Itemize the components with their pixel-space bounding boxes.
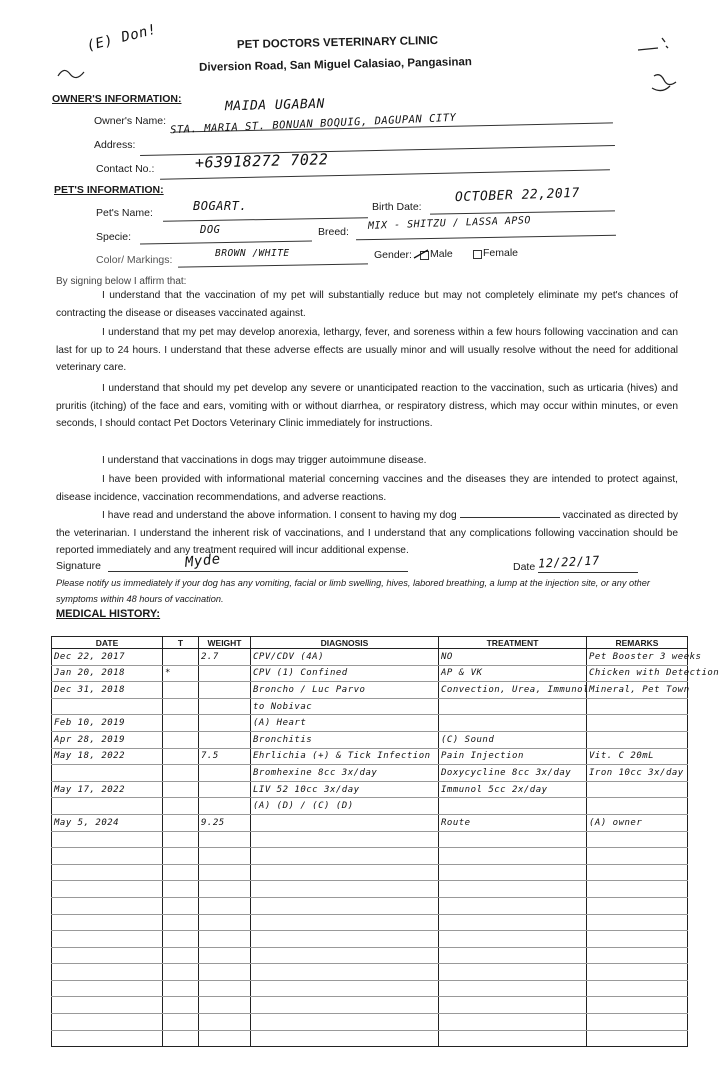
consent-paragraph-3: I understand that should my pet develop any severe or unanticipated reaction to the vaccination, such as urticaria (hives) and pruritis (itching) of the face and ears, vomiting with or without diarrhea, or respiratory distress, which may occur within minutes, or even seconds, I should contact Pet Doctors Veterinary Clinic immediately for instructions. — [56, 383, 678, 430]
cell-t — [163, 731, 199, 748]
cell-treatment — [439, 947, 587, 964]
table-row — [52, 864, 688, 881]
cell-date — [52, 914, 163, 931]
cell-weight — [199, 848, 251, 865]
gender-label: Gender: — [374, 249, 412, 261]
table-row — [52, 682, 688, 699]
signature-value: Myde — [184, 551, 222, 571]
cell-date — [52, 931, 163, 948]
cell-diagnosis — [251, 947, 439, 964]
cell-treatment: Immunol 5cc 2x/day — [439, 781, 587, 798]
cell-t — [163, 781, 199, 798]
cell-date — [52, 848, 163, 865]
birth-date-value: OCTOBER 22,2017 — [454, 185, 581, 206]
table-row — [52, 1014, 688, 1031]
cell-date — [52, 881, 163, 898]
table-row — [52, 931, 688, 948]
cell-treatment: Pain Injection — [439, 748, 587, 765]
cell-diagnosis — [251, 997, 439, 1014]
cell-remarks — [587, 698, 688, 715]
cell-date — [52, 964, 163, 981]
cell-weight — [199, 698, 251, 715]
cell-date: Dec 31, 2018 — [52, 682, 163, 699]
cell-remarks — [587, 731, 688, 748]
pet-name-value: BOGART. — [193, 199, 248, 213]
cell-treatment: Route — [439, 814, 587, 831]
table-row — [52, 665, 688, 682]
cell-diagnosis — [251, 964, 439, 981]
gender-female-checkbox[interactable] — [473, 250, 482, 259]
cell-t — [163, 698, 199, 715]
cell-t — [163, 1030, 199, 1047]
column-header-weight: WEIGHT — [199, 637, 251, 649]
clinic-address: Diversion Road, San Miguel Calasiao, Pangasinan — [198, 56, 473, 74]
cell-remarks — [587, 1014, 688, 1031]
cell-t — [163, 848, 199, 865]
table-row — [52, 914, 688, 931]
cell-treatment: AP & VK — [439, 665, 587, 682]
cell-t — [163, 864, 199, 881]
pet-name-line — [163, 217, 368, 222]
cell-t — [163, 980, 199, 997]
table-row — [52, 798, 688, 815]
cell-t — [163, 798, 199, 815]
table-row — [52, 848, 688, 865]
pet-section-title: PET'S INFORMATION: — [54, 184, 164, 196]
cell-date: Dec 22, 2017 — [52, 649, 163, 666]
cell-remarks — [587, 831, 688, 848]
cell-treatment: (C) Sound — [439, 731, 587, 748]
table-row — [52, 649, 688, 666]
cell-remarks: Mineral, Pet Town — [587, 682, 688, 699]
cell-weight — [199, 731, 251, 748]
consent-paragraph-6: I have read and understand the above information. I consent to having my dog vaccinated as directed by the veterinarian. I understand the inherent risk of vaccinations, and I understand that any complications following vaccination should be reported immediately and any treatment required will incur additional expense. — [56, 510, 678, 557]
cell-remarks: Pet Booster 3 weeks — [587, 649, 688, 666]
consent-paragraph-5: I have been provided with informational material concerning vaccines and the diseases they are intended to protect against, disease incidence, vaccination recommendations, and adverse reactions. — [56, 474, 678, 503]
cell-treatment — [439, 1014, 587, 1031]
cell-remarks — [587, 947, 688, 964]
cell-weight: 2.7 — [199, 649, 251, 666]
consent-paragraph-4: I understand that vaccinations in dogs may trigger autoimmune disease. — [102, 455, 427, 466]
cell-remarks — [587, 964, 688, 981]
cell-t: * — [163, 665, 199, 682]
cell-remarks — [587, 914, 688, 931]
date-label: Date — [513, 561, 536, 573]
cell-diagnosis: Broncho / Luc Parvo — [251, 682, 439, 699]
cell-diagnosis — [251, 864, 439, 881]
cell-date — [52, 947, 163, 964]
cell-weight — [199, 881, 251, 898]
table-row — [52, 814, 688, 831]
cell-date — [52, 1030, 163, 1047]
cell-date: Feb 10, 2019 — [52, 715, 163, 732]
address-value: STA. MARIA ST. BONUAN BOQUIG, DAGUPAN CITY — [169, 111, 457, 137]
dog-name-blank[interactable] — [460, 508, 560, 518]
cell-diagnosis: (A) Heart — [251, 715, 439, 732]
cell-t — [163, 748, 199, 765]
cell-date — [52, 1014, 163, 1031]
cell-weight: 7.5 — [199, 748, 251, 765]
cell-diagnosis: to Nobivac — [251, 698, 439, 715]
table-row — [52, 748, 688, 765]
breed-line — [356, 235, 616, 241]
cell-date — [52, 831, 163, 848]
cell-date: May 18, 2022 — [52, 748, 163, 765]
cell-diagnosis: CPV (1) Confined — [251, 665, 439, 682]
cell-remarks — [587, 848, 688, 865]
margin-scribble-icon — [632, 30, 682, 120]
contact-label: Contact No.: — [96, 163, 155, 175]
cell-t — [163, 914, 199, 931]
table-row — [52, 881, 688, 898]
cell-remarks: Vit. C 20mL — [587, 748, 688, 765]
cell-remarks — [587, 997, 688, 1014]
cell-date: May 17, 2022 — [52, 781, 163, 798]
cell-treatment — [439, 831, 587, 848]
contact-value: +63918272 7022 — [194, 150, 329, 172]
cell-date — [52, 897, 163, 914]
cell-weight — [199, 947, 251, 964]
cell-treatment — [439, 997, 587, 1014]
cell-diagnosis: CPV/CDV (4A) — [251, 649, 439, 666]
cell-treatment: Convection, Urea, Immunol — [439, 682, 587, 699]
cell-treatment — [439, 881, 587, 898]
cell-remarks: Iron 10cc 3x/day — [587, 765, 688, 782]
table-header-row — [52, 637, 688, 649]
cell-t — [163, 947, 199, 964]
cell-treatment — [439, 980, 587, 997]
table-row — [52, 1030, 688, 1047]
cell-t — [163, 831, 199, 848]
breed-label: Breed: — [318, 226, 349, 238]
date-value: 12/22/17 — [537, 553, 601, 571]
date-line — [538, 572, 638, 573]
cell-treatment — [439, 798, 587, 815]
owner-name-value: MAIDA UGABAN — [224, 96, 326, 115]
cell-treatment — [439, 715, 587, 732]
gender-male-check-mark-icon — [412, 247, 432, 261]
color-line — [178, 263, 368, 267]
column-header-date: DATE — [52, 637, 163, 649]
cell-treatment — [439, 864, 587, 881]
signature-label: Signature — [56, 560, 101, 572]
cell-remarks — [587, 798, 688, 815]
cell-diagnosis: Bronchitis — [251, 731, 439, 748]
cell-diagnosis: (A) (D) / (C) (D) — [251, 798, 439, 815]
cell-diagnosis — [251, 1030, 439, 1047]
birth-date-line — [430, 210, 615, 214]
cell-t — [163, 682, 199, 699]
cell-diagnosis — [251, 897, 439, 914]
cell-t — [163, 649, 199, 666]
specie-value: DOG — [200, 224, 221, 236]
cell-t — [163, 1014, 199, 1031]
cell-date: Jan 20, 2018 — [52, 665, 163, 682]
cell-date: Apr 28, 2019 — [52, 731, 163, 748]
cell-weight — [199, 665, 251, 682]
cell-diagnosis — [251, 831, 439, 848]
table-row — [52, 831, 688, 848]
cell-remarks: (A) owner — [587, 814, 688, 831]
cell-t — [163, 964, 199, 981]
gender-female-label: Female — [483, 247, 519, 259]
cell-date — [52, 997, 163, 1014]
table-row — [52, 897, 688, 914]
breed-value: MIX - SHITZU / LASSA APSO — [367, 215, 532, 232]
cell-weight: 9.25 — [199, 814, 251, 831]
table-row — [52, 964, 688, 981]
cell-t — [163, 997, 199, 1014]
cell-diagnosis — [251, 848, 439, 865]
birth-date-label: Birth Date: — [372, 201, 422, 213]
cell-remarks: Chicken with Detection — [587, 665, 688, 682]
cell-treatment — [439, 897, 587, 914]
cell-weight — [199, 964, 251, 981]
column-header-diagnosis: DIAGNOSIS — [251, 637, 439, 649]
signature-line — [108, 571, 408, 572]
cell-weight — [199, 864, 251, 881]
column-header-t: T — [163, 637, 199, 649]
cell-date — [52, 980, 163, 997]
cell-remarks — [587, 931, 688, 948]
cell-remarks — [587, 715, 688, 732]
cell-weight — [199, 997, 251, 1014]
cell-weight — [199, 897, 251, 914]
cell-weight — [199, 914, 251, 931]
cell-weight — [199, 682, 251, 699]
cell-remarks — [587, 781, 688, 798]
medical-history-table — [51, 636, 719, 1047]
cell-treatment — [439, 848, 587, 865]
cell-diagnosis — [251, 814, 439, 831]
cell-remarks — [587, 897, 688, 914]
cell-treatment — [439, 964, 587, 981]
color-markings-label: Color/ Markings: — [96, 254, 173, 266]
cell-t — [163, 897, 199, 914]
cell-diagnosis — [251, 980, 439, 997]
cell-treatment — [439, 914, 587, 931]
medical-history-body — [52, 649, 719, 1047]
cell-date — [52, 698, 163, 715]
owner-name-label: Owner's Name: — [94, 115, 167, 127]
cell-weight — [199, 1014, 251, 1031]
corner-note: (E) Don! — [85, 21, 159, 55]
cell-remarks — [587, 881, 688, 898]
consent-intro: By signing below I affirm that: — [56, 276, 187, 287]
cell-treatment — [439, 1030, 587, 1047]
cell-diagnosis: LIV 52 10cc 3x/day — [251, 781, 439, 798]
cell-date — [52, 864, 163, 881]
cell-remarks — [587, 864, 688, 881]
cell-diagnosis: Ehrlichia (+) & Tick Infection — [251, 748, 439, 765]
cell-diagnosis — [251, 881, 439, 898]
table-row — [52, 715, 688, 732]
cell-t — [163, 931, 199, 948]
cell-weight — [199, 980, 251, 997]
medical-section-title: MEDICAL HISTORY: — [56, 608, 161, 620]
cell-diagnosis — [251, 931, 439, 948]
cell-weight — [199, 831, 251, 848]
pet-name-label: Pet's Name: — [96, 207, 153, 219]
color-value: BROWN /WHITE — [215, 248, 290, 259]
table-row — [52, 947, 688, 964]
cell-treatment — [439, 931, 587, 948]
cell-t — [163, 881, 199, 898]
consent-paragraph-2: I understand that my pet may develop anorexia, lethargy, fever, and soreness within a few hours following vaccination and can last for up to 24 hours. I understand that these adverse effects are usually minor and will usually resolve without the need for additional veterinary care. — [56, 327, 678, 374]
cell-diagnosis — [251, 914, 439, 931]
cell-date — [52, 798, 163, 815]
cell-weight — [199, 1030, 251, 1047]
table-row — [52, 781, 688, 798]
cell-weight — [199, 765, 251, 782]
cell-weight — [199, 781, 251, 798]
cell-weight — [199, 798, 251, 815]
column-header-remarks: REMARKS — [587, 637, 688, 649]
cell-treatment — [439, 698, 587, 715]
table-row — [52, 765, 688, 782]
gender-male-label: Male — [430, 248, 453, 260]
cell-t — [163, 814, 199, 831]
cell-t — [163, 765, 199, 782]
cell-remarks — [587, 980, 688, 997]
consent-paragraph-1: I understand that the vaccination of my pet will substantially reduce but may not completely eliminate my pet's chances of contracting the disease or diseases vaccinated against. — [56, 290, 678, 319]
cell-weight — [199, 931, 251, 948]
cell-remarks — [587, 1030, 688, 1047]
table-row — [52, 698, 688, 715]
column-header-treatment: TREATMENT — [439, 637, 587, 649]
cell-treatment: NO — [439, 649, 587, 666]
table-row — [52, 980, 688, 997]
specie-line — [140, 240, 312, 244]
clinic-name: PET DOCTORS VETERINARY CLINIC — [236, 34, 439, 52]
cell-diagnosis: Bromhexine 8cc 3x/day — [251, 765, 439, 782]
owner-section-title: OWNER'S INFORMATION: — [52, 93, 182, 105]
cell-diagnosis — [251, 1014, 439, 1031]
specie-label: Specie: — [96, 231, 132, 243]
cell-t — [163, 715, 199, 732]
table-row — [52, 731, 688, 748]
cell-weight — [199, 715, 251, 732]
address-label: Address: — [94, 139, 136, 151]
table-row — [52, 997, 688, 1014]
cell-date — [52, 765, 163, 782]
notify-notice: Please notify us immediately if your dog has any vomiting, facial or limb swelling, hives, labored breathing, a lump at the injection site, or any other symptoms within 48 hours of vaccination. — [56, 578, 650, 604]
cell-treatment: Doxycycline 8cc 3x/day — [439, 765, 587, 782]
cell-date: May 5, 2024 — [52, 814, 163, 831]
